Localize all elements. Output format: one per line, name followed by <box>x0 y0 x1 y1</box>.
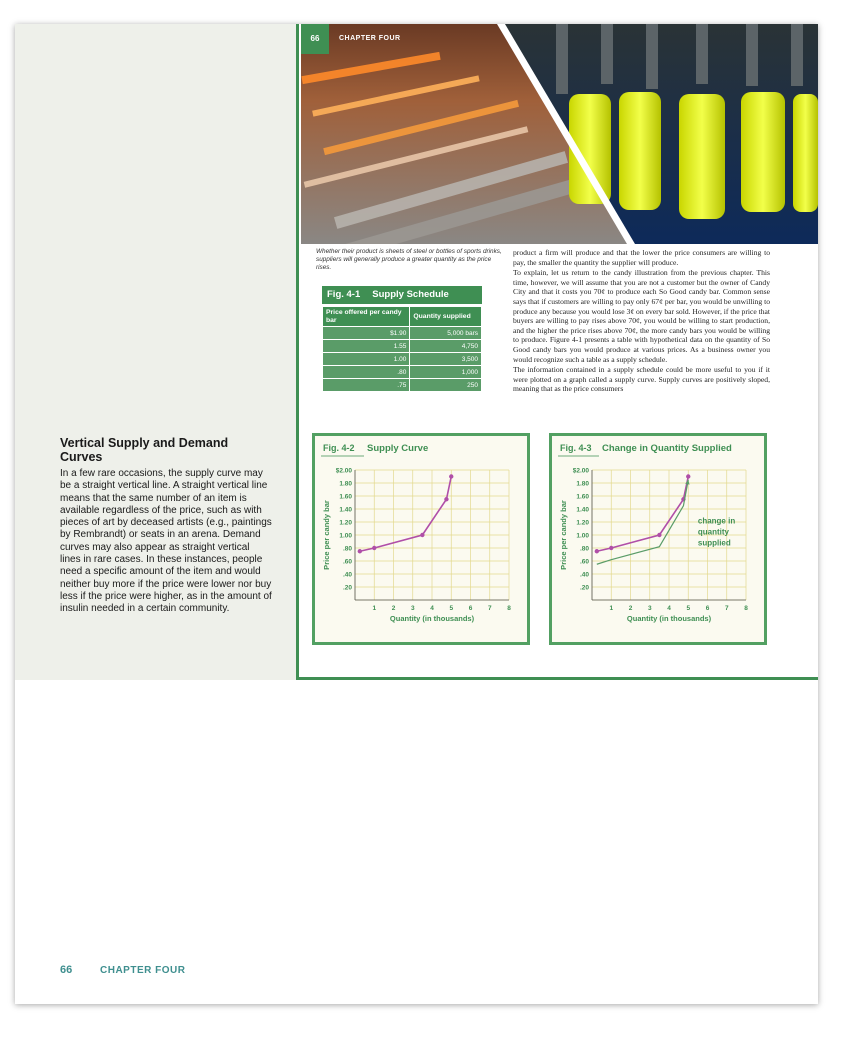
sidebar-body: In a few rare occasions, the supply curve may be a straight vertical line. A straight vertical line means that the same number of an item is available regardless of the price, such as with pieces of art by deceased artists (e.g., paintings by Rembrandt) or seats in an arena. Demand curves may also appear as straight vertical lines in rare cases. In these instances, people need a specific amount of the item and would neither buy more if the price were lower nor buy less if the price were higher, as in the amount of insulin needed in a certain community. <box>60 468 272 615</box>
data-point <box>420 533 424 537</box>
annotation-text: quantity <box>697 527 729 537</box>
annotation-text: change in <box>697 516 736 526</box>
table-row <box>323 379 481 391</box>
table-title: Supply Schedule <box>372 289 449 300</box>
y-tick-label: .40 <box>342 571 352 579</box>
body-paragraph: To explain, let us return to the candy illustration from the previous chapter. This time, however, we will assume that you are not a customer but the owner of Candy City and that it costs you 70¢ to produce each So Good candy bar. Common sense says that if customers are willing to pay only 67¢ per bar, you would be unwilling to produce any because you would lose 3¢ on every bar sold. However, if the price that buyers are willing to pay rises above 70¢, you would be willing to start production, and the higher the price rises above 70¢, the more candy bars you would be willing to produce. Figure 4-1 presents a table with hypothetical data on the quantity of So Good candy bars you would produce at various prices. As a business owner you would recognize such a table as a supply schedule. <box>513 268 770 364</box>
body-paragraph: The information contained in a supply schedule could be more useful to you if it were plotted on a graph called a supply curve. Supply curves are positively sloped, meaning that as the price consumers <box>513 365 770 394</box>
book-page <box>15 24 818 1004</box>
x-tick-label: 7 <box>724 605 729 612</box>
y-tick-label: .80 <box>342 545 352 553</box>
x-tick-label: 2 <box>391 605 396 612</box>
x-tick-label: 5 <box>686 605 691 612</box>
chart-title: Supply Curve <box>367 443 429 454</box>
data-point <box>372 546 376 550</box>
body-paragraph: product a firm will produce and that the lower the price consumers are willing to pay, the smaller the quantity the supplier will produce. <box>513 248 770 267</box>
data-point <box>358 549 362 553</box>
y-tick-label: 1.60 <box>576 493 589 501</box>
x-tick-label: 1 <box>609 605 614 612</box>
price-cell: 1.00 <box>323 353 409 365</box>
y-tick-label: .60 <box>579 558 589 566</box>
photo-collage <box>301 24 818 244</box>
x-tick-label: 3 <box>647 605 652 612</box>
x-tick-label: 6 <box>705 605 710 612</box>
quantity-cell: 4,750 <box>410 340 481 352</box>
x-axis-label: Quantity (in thousands) <box>626 614 712 623</box>
footer-page-number: 66 <box>60 964 73 976</box>
y-tick-label: .60 <box>342 558 352 566</box>
y-tick-label: $2.00 <box>335 467 352 475</box>
data-point <box>609 546 613 550</box>
x-tick-label: 4 <box>430 605 434 612</box>
y-tick-label: 1.80 <box>576 480 589 488</box>
photo-caption: Whether their product is sheets of steel or bottles of sports drinks, suppliers will generally produce a greater quantity as the price rises. <box>316 248 502 271</box>
footer-chapter: CHAPTER FOUR <box>100 965 186 976</box>
x-tick-label: 3 <box>410 605 415 612</box>
x-tick-label: 5 <box>449 605 454 612</box>
schedule-table <box>322 306 482 392</box>
supply-curve-line <box>360 477 451 552</box>
horizontal-divider <box>296 677 818 680</box>
annotation-text: supplied <box>697 538 731 548</box>
change-in-quantity-figure <box>549 433 767 645</box>
quantity-cell: 5,000 bars <box>410 327 481 339</box>
chart-title: Change in Quantity Supplied <box>602 443 732 454</box>
supply-schedule-table <box>322 286 482 392</box>
x-tick-label: 8 <box>507 605 511 612</box>
y-tick-label: 1.00 <box>339 532 352 540</box>
supply-curve-figure <box>312 433 530 645</box>
y-tick-label: 1.60 <box>339 493 352 501</box>
y-tick-label: .40 <box>579 571 589 579</box>
x-tick-label: 1 <box>372 605 377 612</box>
supply-curve-line <box>597 477 688 552</box>
y-tick-label: .20 <box>579 584 589 592</box>
table-row <box>323 353 481 365</box>
sidebar-title: Vertical Supply and Demand Curves <box>60 436 229 464</box>
quantity-cell: 1,000 <box>410 366 481 378</box>
table-row <box>323 327 481 339</box>
x-tick-label: 6 <box>468 605 473 612</box>
column-header: Price offered per candy bar <box>323 307 409 326</box>
data-point <box>449 474 453 478</box>
steel-and-bottles-photo <box>301 24 818 244</box>
x-axis-label: Quantity (in thousands) <box>389 614 475 623</box>
column-header: Quantity supplied <box>410 307 481 326</box>
body-text <box>513 248 770 395</box>
price-cell: 1.55 <box>323 340 409 352</box>
quantity-cell: 3,500 <box>410 353 481 365</box>
y-tick-label: 1.80 <box>339 480 352 488</box>
y-axis-label: Price per candy bar <box>559 500 568 570</box>
y-tick-label: 1.00 <box>576 532 589 540</box>
y-axis-label: Price per candy bar <box>322 500 331 570</box>
y-tick-label: 1.40 <box>576 506 589 514</box>
header-chapter: CHAPTER FOUR <box>339 35 401 42</box>
data-point <box>686 474 690 478</box>
change-in-quantity-chart <box>552 436 764 642</box>
header-page-number: 66 <box>301 24 329 54</box>
price-cell: $1.90 <box>323 327 409 339</box>
table-row <box>323 366 481 378</box>
table-title-bar <box>322 286 482 304</box>
x-tick-label: 4 <box>667 605 671 612</box>
table-fig-label: Fig. 4-1 <box>327 289 361 300</box>
supply-curve-chart <box>315 436 527 642</box>
y-tick-label: 1.20 <box>576 519 589 527</box>
y-tick-label: .20 <box>342 584 352 592</box>
vertical-divider <box>296 24 299 680</box>
x-tick-label: 8 <box>744 605 748 612</box>
y-tick-label: 1.40 <box>339 506 352 514</box>
price-cell: .75 <box>323 379 409 391</box>
figure-number: Fig. 4-2 <box>323 443 355 453</box>
y-tick-label: 1.20 <box>339 519 352 527</box>
data-point <box>657 533 661 537</box>
data-point <box>444 497 448 501</box>
quantity-cell: 250 <box>410 379 481 391</box>
y-tick-label: .80 <box>579 545 589 553</box>
x-tick-label: 2 <box>628 605 633 612</box>
y-tick-label: $2.00 <box>572 467 589 475</box>
price-cell: .80 <box>323 366 409 378</box>
data-point <box>595 549 599 553</box>
figure-number: Fig. 4-3 <box>560 443 592 453</box>
x-tick-label: 7 <box>487 605 492 612</box>
table-row <box>323 340 481 352</box>
